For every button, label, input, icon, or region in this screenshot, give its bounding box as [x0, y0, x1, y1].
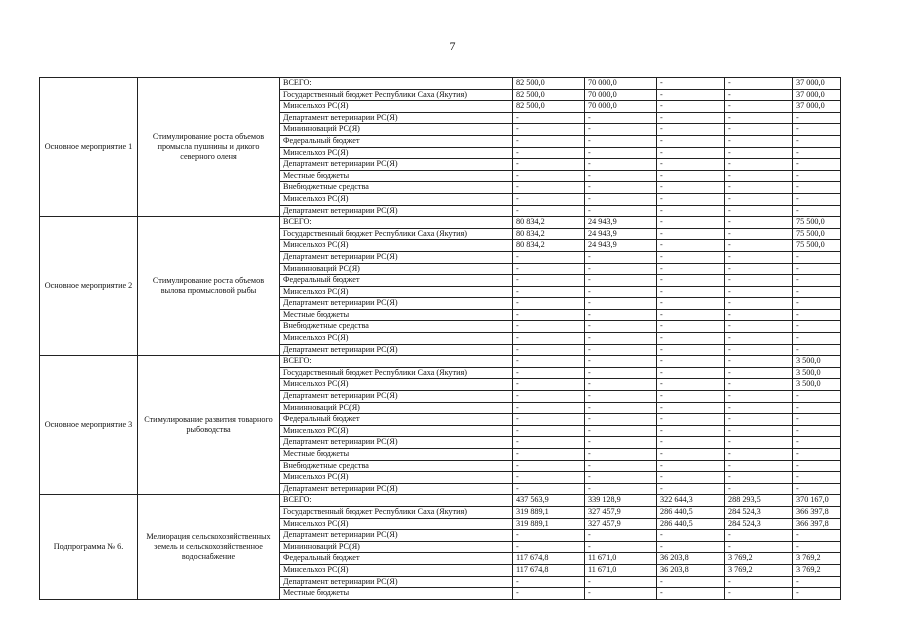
- amount-cell: -: [585, 182, 657, 194]
- amount-cell: -: [657, 321, 725, 333]
- funding-source-cell: Департамент ветеринарии РС(Я): [280, 530, 513, 542]
- amount-cell: -: [793, 275, 841, 287]
- amount-cell: -: [513, 135, 585, 147]
- amount-cell: -: [725, 367, 793, 379]
- amount-cell: -: [725, 286, 793, 298]
- amount-cell: -: [585, 286, 657, 298]
- amount-cell: 117 674,8: [513, 553, 585, 565]
- amount-cell: 36 203,8: [657, 553, 725, 565]
- amount-cell: -: [793, 159, 841, 171]
- amount-cell: -: [513, 425, 585, 437]
- amount-cell: 24 943,9: [585, 228, 657, 240]
- amount-cell: -: [657, 112, 725, 124]
- amount-cell: -: [657, 251, 725, 263]
- amount-cell: -: [513, 159, 585, 171]
- amount-cell: 3 769,2: [793, 553, 841, 565]
- amount-cell: -: [657, 402, 725, 414]
- funding-source-cell: ВСЕГО:: [280, 78, 513, 90]
- page-number: 7: [449, 39, 456, 53]
- funding-source-cell: Мининноваций РС(Я): [280, 541, 513, 553]
- amount-cell: -: [657, 101, 725, 113]
- amount-cell: -: [793, 182, 841, 194]
- funding-source-cell: Минсельхоз РС(Я): [280, 564, 513, 576]
- amount-cell: -: [657, 124, 725, 136]
- amount-cell: -: [793, 333, 841, 345]
- amount-cell: -: [793, 298, 841, 310]
- amount-cell: -: [585, 344, 657, 356]
- table-row: [40, 356, 841, 368]
- funding-source-cell: Минсельхоз РС(Я): [280, 101, 513, 113]
- funding-source-cell: Департамент ветеринарии РС(Я): [280, 576, 513, 588]
- amount-cell: -: [725, 472, 793, 484]
- funding-source-cell: Департамент ветеринарии РС(Я): [280, 391, 513, 403]
- amount-cell: -: [657, 170, 725, 182]
- amount-cell: 366 397,8: [793, 518, 841, 530]
- group-title: Стимулирование роста объемов промысла пушнины и дикого северного оленя: [138, 78, 280, 217]
- amount-cell: -: [585, 541, 657, 553]
- amount-cell: -: [793, 588, 841, 600]
- amount-cell: 82 500,0: [513, 89, 585, 101]
- funding-source-cell: Департамент ветеринарии РС(Я): [280, 112, 513, 124]
- funding-source-cell: Федеральный бюджет: [280, 275, 513, 287]
- amount-cell: -: [793, 251, 841, 263]
- amount-cell: 24 943,9: [585, 240, 657, 252]
- amount-cell: -: [725, 460, 793, 472]
- amount-cell: -: [725, 159, 793, 171]
- amount-cell: 37 000,0: [793, 78, 841, 90]
- amount-cell: -: [793, 402, 841, 414]
- funding-source-cell: Мининноваций РС(Я): [280, 402, 513, 414]
- amount-cell: -: [725, 112, 793, 124]
- amount-cell: -: [725, 449, 793, 461]
- amount-cell: -: [657, 576, 725, 588]
- group-title: Мелиорация сельскохозяйственных земель и сельскохозяйственное водоснабжение: [138, 495, 280, 599]
- amount-cell: 117 674,8: [513, 564, 585, 576]
- amount-cell: -: [585, 333, 657, 345]
- amount-cell: -: [793, 309, 841, 321]
- amount-cell: -: [513, 367, 585, 379]
- amount-cell: -: [585, 425, 657, 437]
- amount-cell: -: [725, 483, 793, 495]
- amount-cell: -: [657, 298, 725, 310]
- amount-cell: -: [793, 414, 841, 426]
- funding-source-cell: Минсельхоз РС(Я): [280, 425, 513, 437]
- amount-cell: -: [513, 298, 585, 310]
- funding-source-cell: Федеральный бюджет: [280, 135, 513, 147]
- amount-cell: -: [585, 124, 657, 136]
- amount-cell: -: [657, 530, 725, 542]
- amount-cell: -: [585, 298, 657, 310]
- funding-source-cell: Минсельхоз РС(Я): [280, 240, 513, 252]
- funding-source-cell: Местные бюджеты: [280, 449, 513, 461]
- amount-cell: 80 834,2: [513, 228, 585, 240]
- amount-cell: -: [725, 414, 793, 426]
- amount-cell: -: [657, 147, 725, 159]
- funding-source-cell: Департамент ветеринарии РС(Я): [280, 437, 513, 449]
- amount-cell: -: [585, 159, 657, 171]
- funding-source-cell: Внебюджетные средства: [280, 460, 513, 472]
- amount-cell: -: [793, 193, 841, 205]
- amount-cell: -: [725, 193, 793, 205]
- amount-cell: -: [585, 193, 657, 205]
- amount-cell: -: [725, 391, 793, 403]
- amount-cell: 82 500,0: [513, 78, 585, 90]
- funding-source-cell: Государственный бюджет Республики Саха (Якутия): [280, 89, 513, 101]
- amount-cell: -: [513, 205, 585, 217]
- group-title: Стимулирование развития товарного рыбоводства: [138, 356, 280, 495]
- budget-table: [39, 77, 841, 600]
- table-row: [40, 78, 841, 90]
- amount-cell: 36 203,8: [657, 564, 725, 576]
- amount-cell: 75 500,0: [793, 228, 841, 240]
- amount-cell: -: [793, 530, 841, 542]
- amount-cell: 3 769,2: [725, 564, 793, 576]
- amount-cell: -: [513, 182, 585, 194]
- amount-cell: -: [793, 344, 841, 356]
- amount-cell: -: [585, 309, 657, 321]
- amount-cell: -: [657, 460, 725, 472]
- amount-cell: -: [513, 344, 585, 356]
- funding-source-cell: Мининноваций РС(Я): [280, 124, 513, 136]
- amount-cell: -: [585, 275, 657, 287]
- funding-source-cell: Внебюджетные средства: [280, 182, 513, 194]
- amount-cell: 339 128,9: [585, 495, 657, 507]
- amount-cell: -: [657, 78, 725, 90]
- funding-source-cell: ВСЕГО:: [280, 495, 513, 507]
- amount-cell: -: [513, 124, 585, 136]
- funding-source-cell: Минсельхоз РС(Я): [280, 518, 513, 530]
- amount-cell: -: [513, 588, 585, 600]
- amount-cell: -: [513, 391, 585, 403]
- amount-cell: -: [793, 170, 841, 182]
- funding-source-cell: Департамент ветеринарии РС(Я): [280, 251, 513, 263]
- amount-cell: -: [657, 309, 725, 321]
- amount-cell: 75 500,0: [793, 217, 841, 229]
- amount-cell: -: [793, 576, 841, 588]
- amount-cell: -: [657, 205, 725, 217]
- amount-cell: 11 671,0: [585, 564, 657, 576]
- amount-cell: -: [513, 170, 585, 182]
- amount-cell: -: [657, 159, 725, 171]
- amount-cell: -: [657, 425, 725, 437]
- amount-cell: -: [513, 402, 585, 414]
- amount-cell: 24 943,9: [585, 217, 657, 229]
- funding-source-cell: Минсельхоз РС(Я): [280, 286, 513, 298]
- amount-cell: -: [657, 333, 725, 345]
- amount-cell: -: [793, 112, 841, 124]
- amount-cell: 286 440,5: [657, 506, 725, 518]
- amount-cell: 288 293,5: [725, 495, 793, 507]
- amount-cell: -: [513, 472, 585, 484]
- funding-source-cell: Местные бюджеты: [280, 588, 513, 600]
- funding-source-cell: Минсельхоз РС(Я): [280, 193, 513, 205]
- funding-source-cell: Мининноваций РС(Я): [280, 263, 513, 275]
- amount-cell: 319 889,1: [513, 518, 585, 530]
- amount-cell: -: [657, 367, 725, 379]
- amount-cell: -: [793, 391, 841, 403]
- funding-source-cell: Государственный бюджет Республики Саха (Якутия): [280, 506, 513, 518]
- funding-source-cell: Федеральный бюджет: [280, 414, 513, 426]
- amount-cell: -: [585, 251, 657, 263]
- amount-cell: -: [513, 414, 585, 426]
- amount-cell: -: [725, 78, 793, 90]
- amount-cell: -: [793, 425, 841, 437]
- amount-cell: 286 440,5: [657, 518, 725, 530]
- amount-cell: -: [793, 124, 841, 136]
- amount-cell: -: [657, 449, 725, 461]
- amount-cell: -: [657, 483, 725, 495]
- amount-cell: 322 644,3: [657, 495, 725, 507]
- amount-cell: -: [793, 472, 841, 484]
- funding-source-cell: Минсельхоз РС(Я): [280, 472, 513, 484]
- funding-source-cell: Департамент ветеринарии РС(Я): [280, 483, 513, 495]
- amount-cell: -: [657, 228, 725, 240]
- amount-cell: -: [725, 182, 793, 194]
- amount-cell: -: [725, 101, 793, 113]
- amount-cell: 284 524,3: [725, 518, 793, 530]
- funding-source-cell: Государственный бюджет Республики Саха (Якутия): [280, 228, 513, 240]
- amount-cell: 3 500,0: [793, 356, 841, 368]
- amount-cell: -: [725, 588, 793, 600]
- amount-cell: -: [657, 588, 725, 600]
- amount-cell: -: [513, 333, 585, 345]
- funding-source-cell: Минсельхоз РС(Я): [280, 379, 513, 391]
- amount-cell: 3 769,2: [725, 553, 793, 565]
- amount-cell: -: [585, 414, 657, 426]
- amount-cell: -: [585, 437, 657, 449]
- amount-cell: -: [513, 263, 585, 275]
- amount-cell: -: [585, 112, 657, 124]
- amount-cell: -: [657, 286, 725, 298]
- amount-cell: -: [657, 379, 725, 391]
- amount-cell: -: [513, 449, 585, 461]
- amount-cell: -: [725, 205, 793, 217]
- amount-cell: 82 500,0: [513, 101, 585, 113]
- amount-cell: -: [585, 367, 657, 379]
- amount-cell: 284 524,3: [725, 506, 793, 518]
- amount-cell: -: [657, 263, 725, 275]
- amount-cell: -: [657, 240, 725, 252]
- amount-cell: -: [793, 449, 841, 461]
- amount-cell: -: [585, 263, 657, 275]
- amount-cell: -: [585, 530, 657, 542]
- amount-cell: -: [513, 309, 585, 321]
- amount-cell: -: [657, 135, 725, 147]
- amount-cell: -: [657, 541, 725, 553]
- funding-source-cell: Департамент ветеринарии РС(Я): [280, 344, 513, 356]
- group-title: Стимулирование роста объемов вылова промысловой рыбы: [138, 217, 280, 356]
- amount-cell: -: [725, 124, 793, 136]
- amount-cell: -: [725, 425, 793, 437]
- group-label: Основное мероприятие 2: [40, 217, 138, 356]
- amount-cell: -: [585, 356, 657, 368]
- amount-cell: 80 834,2: [513, 217, 585, 229]
- amount-cell: -: [585, 402, 657, 414]
- amount-cell: -: [793, 437, 841, 449]
- amount-cell: -: [725, 530, 793, 542]
- amount-cell: -: [657, 193, 725, 205]
- amount-cell: 11 671,0: [585, 553, 657, 565]
- amount-cell: -: [585, 147, 657, 159]
- amount-cell: 327 457,9: [585, 506, 657, 518]
- amount-cell: -: [657, 356, 725, 368]
- amount-cell: 70 000,0: [585, 89, 657, 101]
- amount-cell: -: [513, 437, 585, 449]
- amount-cell: -: [585, 170, 657, 182]
- amount-cell: -: [513, 530, 585, 542]
- amount-cell: -: [585, 472, 657, 484]
- amount-cell: 327 457,9: [585, 518, 657, 530]
- funding-source-cell: Департамент ветеринарии РС(Я): [280, 159, 513, 171]
- amount-cell: 366 397,8: [793, 506, 841, 518]
- amount-cell: -: [513, 112, 585, 124]
- amount-cell: -: [725, 217, 793, 229]
- amount-cell: -: [725, 275, 793, 287]
- amount-cell: -: [585, 576, 657, 588]
- amount-cell: -: [513, 379, 585, 391]
- table-row: [40, 217, 841, 229]
- amount-cell: -: [725, 402, 793, 414]
- amount-cell: -: [725, 228, 793, 240]
- amount-cell: -: [513, 286, 585, 298]
- amount-cell: -: [513, 483, 585, 495]
- amount-cell: 437 563,9: [513, 495, 585, 507]
- amount-cell: -: [725, 263, 793, 275]
- amount-cell: -: [793, 263, 841, 275]
- amount-cell: -: [657, 275, 725, 287]
- amount-cell: -: [725, 309, 793, 321]
- amount-cell: -: [513, 460, 585, 472]
- amount-cell: -: [725, 576, 793, 588]
- funding-source-cell: Департамент ветеринарии РС(Я): [280, 205, 513, 217]
- amount-cell: -: [725, 89, 793, 101]
- amount-cell: -: [793, 541, 841, 553]
- amount-cell: -: [513, 275, 585, 287]
- amount-cell: -: [725, 344, 793, 356]
- group-label: Основное мероприятие 1: [40, 78, 138, 217]
- amount-cell: -: [585, 588, 657, 600]
- amount-cell: -: [793, 460, 841, 472]
- amount-cell: -: [513, 356, 585, 368]
- amount-cell: -: [725, 541, 793, 553]
- amount-cell: -: [513, 321, 585, 333]
- amount-cell: -: [725, 356, 793, 368]
- amount-cell: 70 000,0: [585, 101, 657, 113]
- amount-cell: -: [585, 205, 657, 217]
- amount-cell: -: [513, 576, 585, 588]
- table-body: [40, 78, 841, 600]
- amount-cell: -: [725, 321, 793, 333]
- amount-cell: -: [725, 135, 793, 147]
- amount-cell: -: [725, 437, 793, 449]
- amount-cell: 37 000,0: [793, 89, 841, 101]
- amount-cell: -: [725, 333, 793, 345]
- funding-source-cell: Минсельхоз РС(Я): [280, 147, 513, 159]
- funding-source-cell: ВСЕГО:: [280, 217, 513, 229]
- amount-cell: 80 834,2: [513, 240, 585, 252]
- amount-cell: -: [725, 147, 793, 159]
- amount-cell: -: [657, 414, 725, 426]
- amount-cell: 319 889,1: [513, 506, 585, 518]
- amount-cell: -: [725, 379, 793, 391]
- amount-cell: -: [585, 483, 657, 495]
- amount-cell: -: [793, 135, 841, 147]
- amount-cell: 75 500,0: [793, 240, 841, 252]
- amount-cell: -: [513, 251, 585, 263]
- funding-source-cell: Местные бюджеты: [280, 170, 513, 182]
- amount-cell: -: [657, 344, 725, 356]
- amount-cell: 3 500,0: [793, 379, 841, 391]
- amount-cell: -: [585, 321, 657, 333]
- amount-cell: -: [793, 205, 841, 217]
- amount-cell: -: [657, 182, 725, 194]
- amount-cell: -: [513, 193, 585, 205]
- amount-cell: 3 500,0: [793, 367, 841, 379]
- amount-cell: -: [513, 541, 585, 553]
- amount-cell: -: [585, 379, 657, 391]
- amount-cell: 370 167,0: [793, 495, 841, 507]
- amount-cell: 70 000,0: [585, 78, 657, 90]
- amount-cell: -: [657, 472, 725, 484]
- amount-cell: -: [585, 460, 657, 472]
- amount-cell: -: [725, 170, 793, 182]
- amount-cell: 3 769,2: [793, 564, 841, 576]
- funding-source-cell: Местные бюджеты: [280, 309, 513, 321]
- amount-cell: -: [657, 391, 725, 403]
- amount-cell: -: [657, 437, 725, 449]
- funding-source-cell: Государственный бюджет Республики Саха (Якутия): [280, 367, 513, 379]
- amount-cell: -: [657, 217, 725, 229]
- amount-cell: -: [725, 251, 793, 263]
- funding-source-cell: Внебюджетные средства: [280, 321, 513, 333]
- funding-source-cell: ВСЕГО:: [280, 356, 513, 368]
- amount-cell: 37 000,0: [793, 101, 841, 113]
- amount-cell: -: [725, 298, 793, 310]
- amount-cell: -: [585, 135, 657, 147]
- group-label: Подпрограмма № 6.: [40, 495, 138, 599]
- amount-cell: -: [793, 147, 841, 159]
- funding-source-cell: Федеральный бюджет: [280, 553, 513, 565]
- amount-cell: -: [657, 89, 725, 101]
- amount-cell: -: [585, 391, 657, 403]
- group-label: Основное мероприятие 3: [40, 356, 138, 495]
- amount-cell: -: [513, 147, 585, 159]
- amount-cell: -: [725, 240, 793, 252]
- amount-cell: -: [793, 286, 841, 298]
- amount-cell: -: [793, 321, 841, 333]
- funding-source-cell: Департамент ветеринарии РС(Я): [280, 298, 513, 310]
- table-row: [40, 495, 841, 507]
- amount-cell: -: [585, 449, 657, 461]
- amount-cell: -: [793, 483, 841, 495]
- funding-source-cell: Минсельхоз РС(Я): [280, 333, 513, 345]
